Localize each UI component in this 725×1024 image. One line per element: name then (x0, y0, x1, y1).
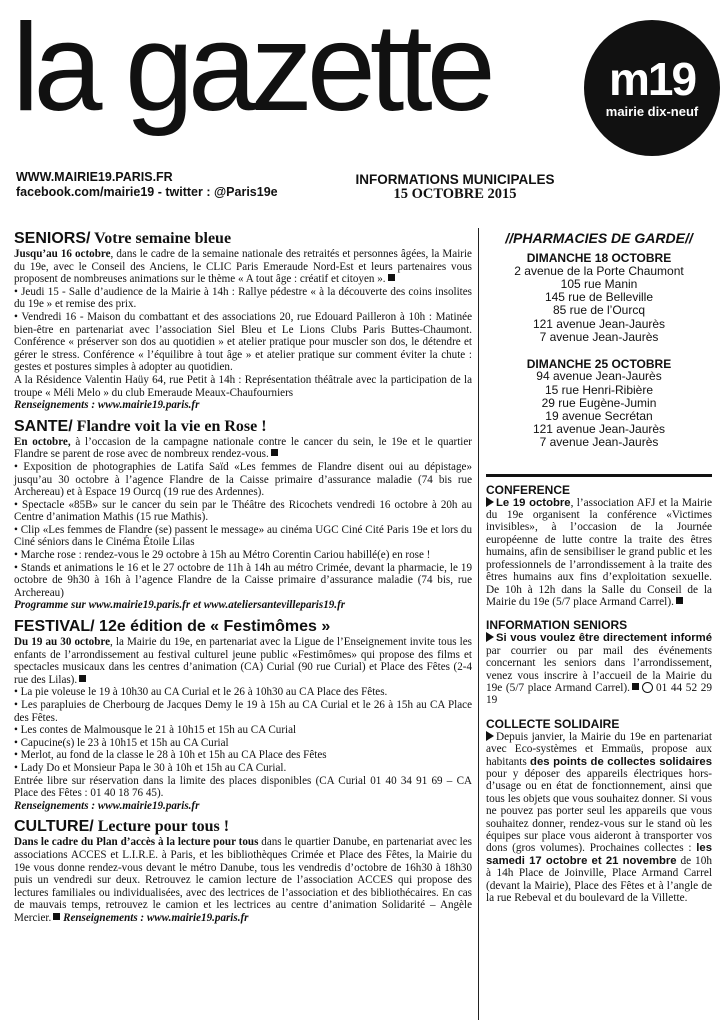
seniors-item-1: • Jeudi 15 - Salle d’audience de la Mairie à 14h : Rallye pédestre « à la découverte des coins insolites du 19e » et remise des prix. (14, 285, 472, 311)
sante-item-2: • Spectacle «85B» sur le cancer du sein par le Théâtre des Ricochets vendredi 16 octobre à 20h au Centre d’animation Mathis (15 rue Mathis). (14, 498, 472, 524)
culture-body-text: dans le quartier Danube, en partenariat avec les associations ACCES et L.I.R.E. à Paris, et les bibliothèques Crimée et Place des Fêtes, la Mairie du 19e vous donne rendez-vous devant le métro Danube, tous les vendredis d’octobre de 16h30 à 18h30 puis un vendredi sur deux. Retrouvez le camion lecture de l’association ACCES qui propose des lectures familiales ou individualisées, avec des lectrices de l’association et des bibliothécaires. En cas de mauvais temps, retrouvez le camion et les lectrices au centre d’animation Solidarité – Angèle Mercier. (14, 836, 472, 924)
festival-item: • La pie voleuse le 19 à 10h30 au CA Curial et le 26 à 10h30 au CA Place des Fêtes. (14, 686, 388, 699)
triangle-bullet-icon (486, 497, 494, 507)
m19-logo (584, 20, 720, 156)
end-square-icon (271, 449, 278, 456)
seniors-more-link[interactable]: Renseignements : www.mairie19.paris.fr (14, 399, 200, 412)
triangle-bullet-icon (486, 731, 494, 741)
info-seniors-phone[interactable]: 01 44 52 29 19 (486, 681, 712, 707)
sante-subtitle: Flandre voit la vie en Rose ! (72, 417, 267, 435)
website-link[interactable]: WWW.MAIRIE19.PARIS.FR (16, 170, 173, 184)
pharmacies-day-1: DIMANCHE 18 OCTOBRE (526, 251, 672, 266)
pharmacy-address: 85 rue de l’Ourcq (552, 303, 646, 318)
collecte-dates: les samedi 17 octobre et 21 novembre (486, 842, 712, 867)
column-divider (478, 228, 479, 1020)
culture-subtitle: Lecture pour tous ! (93, 818, 230, 836)
sante-more-link[interactable]: Programme sur www.mairie19.paris.fr et www.ateliersantevilleparis19.fr (14, 599, 346, 612)
sante-intro (14, 436, 472, 461)
pharmacy-address: 145 rue de Belleville (544, 290, 654, 305)
collecte-title: COLLECTE SOLIDAIRE (486, 716, 620, 731)
issue-header (325, 172, 585, 202)
pharmacy-address: 7 avenue Jean-Jaurès (539, 329, 659, 344)
festival-intro (14, 636, 472, 686)
end-square-icon (79, 675, 86, 682)
festival-heading: FESTIVAL/ 12e édition de « Festimômes » (14, 618, 331, 636)
collecte-body-text: pour y déposer des appareils électriques hors-d’usage ou en état de fonctionnement, ainsi que tous les objets que vous souhaitez donner. Si vous ne pouvez pas porter seul les appareils que vous souhaitez donner, rendez-vous sur le stand où les équipes sur place vous aideront à transporter vos dons (gros volumes). Prochaines collectes : (486, 767, 712, 855)
seniors-subtitle: Votre semaine bleue (90, 230, 232, 247)
logo-brand: m19 (608, 53, 696, 105)
festival-item: • Merlot, au fond de la classe le 28 à 10h et 15h au CA Place des Fêtes (14, 749, 327, 762)
pharmacy-address: 19 avenue Secrétan (545, 409, 653, 424)
conference-body-text: , l’association AFJ et la Mairie du 19e organisent la conférence «Victimes invisibles», à l’occasion de la Journée européenne de lutte contre la traite des êtres humains, afin de sensibiliser le grand public et les professionnels de l’arrondissement à la traite des êtres humains aux fins d’exploitation sexuelle. De 10h à 12h dans la Salle du Conseil de la Mairie du 19e (5/7 place Armand Carrel). (486, 496, 712, 608)
pharmacy-address: 15 rue Henri-Ribière (544, 382, 654, 397)
culture-more-link[interactable]: Renseignements : www.mairie19.paris.fr (63, 911, 249, 924)
collecte-end: de 10h à 14h Place de Joinville, Place Armand Carrel (devant la Mairie), Place des Fêtes et à l’angle de la rue Rebeval et du boulevard de la Villette. (486, 854, 712, 905)
seniors-heading (14, 230, 472, 248)
sante-item-1: • Exposition de photographies de Latifa Saïd «Les femmes de Flandre disent oui au dépistage» jusqu’au 30 octobre à l’agence Flandre de la Caisse primaire d’assurance maladie (74 bis rue Archereau) et à Espace 19 Ourcq (19 rue des Ardennes). (14, 460, 472, 499)
main-column (14, 230, 472, 925)
pharmacy-address: 29 rue Eugène-Jumin (541, 395, 657, 410)
collecte-intro: Depuis janvier, la Mairie du 19e en partenariat avec Eco-systèmes et Emmaüs, propose aux habitants (486, 730, 712, 768)
info-seniors-lead: Si vous voulez être directement informé (496, 632, 712, 645)
sante-lead: En octobre, (14, 435, 71, 448)
sante-intro-text: à l’occasion de la campagne nationale contre le cancer du sein, le 19e et le quartier Flandre se parent de rose avec de nombreux rendez-vous. (14, 435, 472, 461)
seniors-intro (14, 248, 472, 286)
culture-title: CULTURE/ (14, 818, 94, 836)
seniors-item-3: A la Résidence Valentin Haüy 64, rue Petit à 14h : Représentation théâtrale avec la participation de la troupe « Méli Melo » du club Emeraude Meaux-Chaufourniers (14, 373, 472, 399)
end-square-icon (388, 274, 395, 281)
conference-body (486, 497, 712, 609)
festival-item: • Les contes de Malmousque le 21 à 10h15 et 15h au CA Curial (14, 724, 297, 737)
festival-item: • Les parapluies de Cherbourg de Jacques Demy le 19 à 15h au CA Curial et le 26 à 15h au CA Place des Fêtes. (14, 699, 472, 724)
end-square-icon (676, 597, 683, 604)
logo-subtitle: mairie dix-neuf (605, 104, 699, 119)
section-rule (486, 474, 712, 477)
festival-booking: Entrée libre sur réservation dans la limite des places disponibles (CA Curial 01 40 34 91 69 – CA Place des Fêtes : 01 40 18 76 45). (14, 774, 472, 800)
pharmacies-list-1 (486, 265, 712, 344)
culture-heading (14, 818, 472, 836)
social-links[interactable]: facebook.com/mairie19 - twitter : @Paris19e (16, 185, 278, 199)
sante-heading (14, 418, 472, 436)
info-seniors-body (486, 632, 712, 706)
pharmacy-address: 121 avenue Jean-Jaurès (532, 422, 666, 437)
pharmacy-address: 121 avenue Jean-Jaurès (532, 316, 666, 331)
culture-body (14, 836, 472, 924)
culture-lead: Dans le cadre du Plan d’accès à la lecture pour tous (14, 836, 259, 849)
info-seniors-body-text: par courrier ou par mail des événements concernant les seniors dans l’arrondissement, venez vous inscrire à l’accueil de la Mairie du 19e (5/7 place Armand Carrel). (486, 644, 712, 694)
pharmacies-title: //PHARMACIES DE GARDE// (505, 230, 693, 246)
pharmacy-address: 105 rue Manin (560, 277, 638, 292)
festival-more-link[interactable]: Renseignements : www.mairie19.paris.fr (14, 799, 200, 812)
sante-item-5: • Stands et animations le 16 et le 27 octobre de 11h à 14h au métro Crimée, devant la pharmacie, le 19 octobre de 9h30 à 16h à l’agence Flandre de la Caisse primaire d’assurance maladie (74 bis, rue Archereau) (14, 561, 472, 599)
pharmacy-address: 94 avenue Jean-Jaurès (536, 369, 662, 384)
pharmacies-list-2 (486, 370, 712, 449)
issue-date: 15 OCTOBRE 2015 (393, 186, 517, 202)
phone-icon (642, 682, 653, 693)
issue-label: INFORMATIONS MUNICIPALES (355, 172, 555, 187)
festival-item: • Lady Do et Monsieur Papa le 30 à 10h et 15h au CA Curial. (14, 761, 287, 774)
masthead-title: la gazette (12, 0, 490, 137)
triangle-bullet-icon (486, 632, 494, 642)
seniors-lead: Jusqu’au 16 octobre (14, 248, 111, 260)
conference-lead: Le 19 octobre (496, 496, 571, 509)
contact-block (16, 170, 278, 200)
collecte-points: des points de collectes solidaires (530, 755, 712, 768)
festival-item: • Capucine(s) le 23 à 10h15 et 15h au CA Curial (14, 736, 229, 749)
festival-intro-text: , la Mairie du 19e, en partenariat avec la Ligue de l’Enseignement invite tous les enfants de l’arrondissement au festival culturel jeune public «Festimômes» qui propose des films et spectacles musicaux dans les centres d’animation (CA) Curial (90 rue Curial) et Place des Fêtes (2-4 rue des Lilas). (14, 636, 472, 686)
festival-lead: Du 19 au 30 octobre (14, 636, 111, 649)
pharmacy-address: 7 avenue Jean-Jaurès (539, 435, 659, 450)
pharmacies-day-2: DIMANCHE 25 OCTOBRE (526, 357, 672, 372)
seniors-intro-text: , dans le cadre de la semaine nationale des retraités et personnes âgées, la Mairie du 19e, avec le Conseil des Anciens, le CLIC Paris Emeraude Nord-Est et leurs partenaires vous proposent de nombreuses animations sur le thème « A tout âge : créatif et citoyen ». (14, 248, 472, 286)
seniors-title: SENIORS/ (14, 230, 91, 247)
pharmacy-address: 2 avenue de la Porte Chaumont (514, 263, 684, 278)
collecte-body (486, 731, 712, 905)
end-square-icon (53, 913, 60, 920)
seniors-item-2: • Vendredi 16 - Maison du combattant et des associations 20, rue Edouard Pailleron à 10h : Matinée bien-être en partenariat avec l’association Siel Bleu et Le Lions Clubs Paris Buttes-Chaumont. Conférence « préserver son dos au quotidien » et atelier pratique pour muscler son dos, le détendre et gérer le stress. Conférence « l’équilibre à tout âge » et atelier pratique sur comment éviter la chute : gestes et postures simples à adopter au quotidien. (14, 310, 472, 374)
side-column (486, 232, 712, 904)
info-seniors-title: INFORMATION SENIORS (486, 618, 628, 633)
sante-item-4: • Marche rose : rendez-vous le 29 octobre à 15h au Métro Corentin Cariou habillé(e) en rose ! (14, 549, 431, 562)
end-square-icon (632, 683, 639, 690)
conference-title: CONFERENCE (486, 482, 571, 497)
sante-title: SANTE/ (14, 417, 73, 435)
sante-item-3: • Clip «Les femmes de Flandre (se) passent le message» au cinéma UGC Ciné Cité Paris 19e et lors du Ciné séniors dans le Cinéma Étoile Lilas (14, 523, 472, 549)
